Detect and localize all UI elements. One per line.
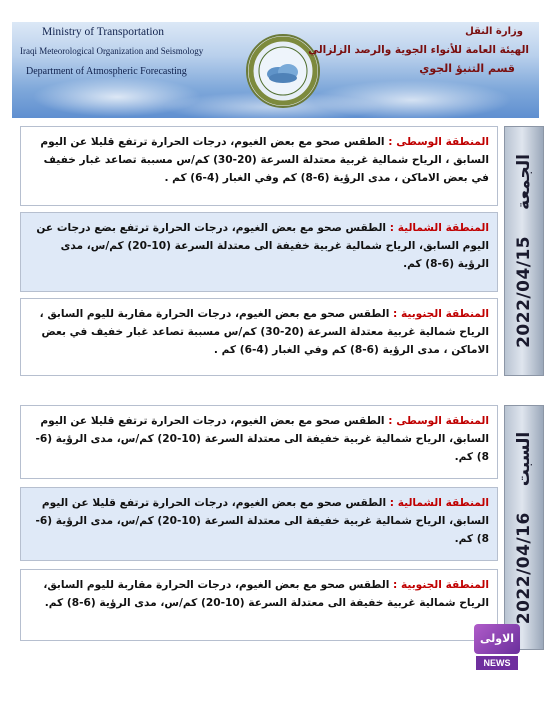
forecast-text: الطقس صحو مع بعض الغيوم، درجات الحرارة ترتفع بضع درجات عن اليوم السابق، الرياح شمالية غربية خفيفة الى معتدلة السرعة (10-20) كم/س، مدى الرؤية (6-8) كم. <box>36 222 489 270</box>
date-tab <box>504 405 544 650</box>
department-name-ar: قسم التنبؤ الجوي <box>419 62 515 75</box>
news-logo <box>472 624 520 676</box>
news-logo-label: NEWS <box>476 656 518 670</box>
ministry-name-en: Ministry of Transportation <box>42 26 165 38</box>
forecast-date: 2022/04/16 <box>514 511 534 624</box>
forecast-text: الطقس صحو مع بعض الغيوم، درجات الحرارة ترتفع قليلا عن اليوم السابق، الرياح شمالية غربية خفيفة الى معتدلة السرعة (10-20) كم/س، مدى الرؤية (6-8) كم. <box>35 415 489 463</box>
forecast-day-2 <box>14 405 544 650</box>
region-name: المنطقة الوسطى : <box>388 415 489 427</box>
region-name: المنطقة الشمالية : <box>389 497 489 509</box>
page-header <box>12 22 539 118</box>
forecast-card-north <box>20 487 498 561</box>
forecast-day-1 <box>14 126 544 376</box>
forecast-day-name: السبت <box>514 431 534 486</box>
department-name-en: Department of Atmospheric Forecasting <box>26 66 187 77</box>
forecast-text: الطقس صحو مع بعض الغيوم، درجات الحرارة ترتفع قليلا عن اليوم السابق ، الرياح شمالية غربية معتدلة السرعة (20-30) كم/س مسببة تصاعد غبار خفيف في بعض الاماكن ، مدى الرؤية (6-8) كم وفي الغبار (4-6) كم . <box>40 136 489 184</box>
region-name: المنطقة الشمالية : <box>389 222 489 234</box>
forecast-text: الطقس صحو مع بعض الغيوم، درجات الحرارة مقاربة لليوم السابق، الرياح شمالية غربية خفيفة الى معتدلة السرعة (10-20) كم/س، مدى الرؤية (6-8) كم. <box>43 579 489 609</box>
organization-name-ar: الهيئة العامة للأنواء الجوية والرصد الزلزالي <box>308 44 529 56</box>
forecast-text: الطقس صحو مع بعض الغيوم، درجات الحرارة ترتفع قليلا عن اليوم السابق، الرياح شمالية غربية خفيفة الى معتدلة السرعة (10-20) كم/س، مدى الرؤية (6-8) كم. <box>35 497 489 545</box>
forecast-date: 2022/04/15 <box>514 235 534 348</box>
region-name: المنطقة الجنوبية : <box>393 579 489 591</box>
region-name: المنطقة الجنوبية : <box>393 308 489 320</box>
forecast-card-south <box>20 298 498 376</box>
date-tab <box>504 126 544 376</box>
forecast-text: الطقس صحو مع بعض الغيوم، درجات الحرارة مقاربة لليوم السابق ، الرياح شمالية غربية معتدلة السرعة (20-30) كم/س مسببة تصاعد غبار خفيف في بعض الاماكن ، مدى الرؤية (6-8) كم وفي الغبار (4-6) كم . <box>39 308 489 356</box>
forecast-card-south <box>20 569 498 641</box>
region-name: المنطقة الوسطى : <box>388 136 489 148</box>
forecast-card-central <box>20 126 498 206</box>
forecast-day-name: الجمعة <box>514 154 534 210</box>
forecast-card-central <box>20 405 498 479</box>
ministry-name-ar: وزارة النقل <box>465 26 523 37</box>
forecast-card-north <box>20 212 498 292</box>
organization-name-en: Iraqi Meteorological Organization and Seismology <box>20 46 204 56</box>
news-logo-mark: الاولى <box>474 624 520 654</box>
